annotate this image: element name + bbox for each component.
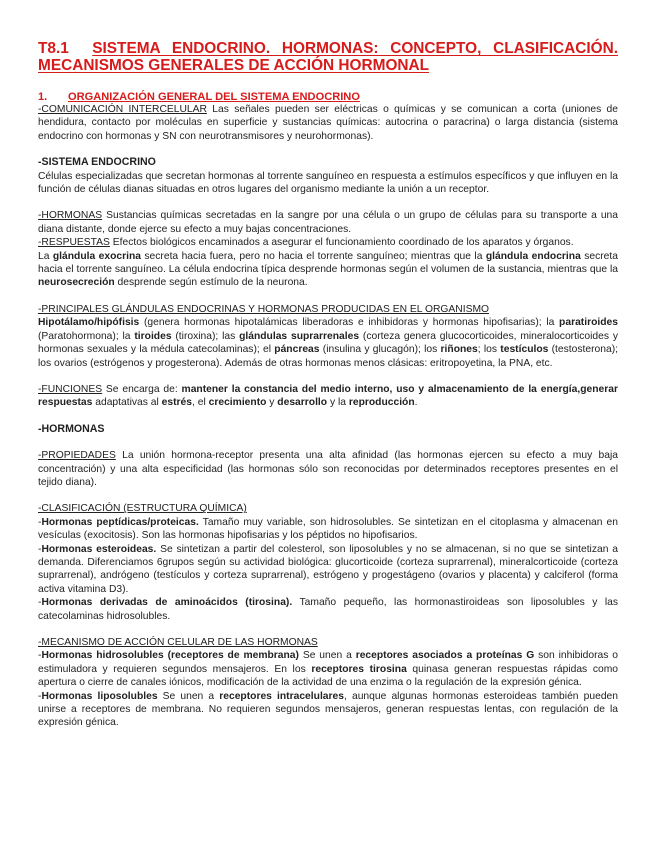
paragraph-glandulas [38, 303, 618, 370]
dash: - [38, 597, 42, 609]
paragraph-hidrosolubles [38, 649, 618, 689]
paragraph-aminoacidos [38, 596, 618, 623]
paragraph-respuestas [38, 236, 618, 249]
text: (Paratohormona); la [38, 330, 135, 342]
text: La [38, 250, 53, 262]
paragraph-liposolubles [38, 690, 618, 730]
text: Tamaño pequeño, las hormonastiroideas son liposolubles y las catecolaminas hidrosolubles. [38, 597, 618, 622]
paragraph-comunicacion [38, 103, 618, 143]
label-glandulas: -PRINCIPALES GLÁNDULAS ENDOCRINAS Y HORMONAS PRODUCIDAS EN EL ORGANISMO [38, 303, 490, 315]
text: y la [327, 397, 349, 409]
bold-term: Hormonas derivadas de aminoácidos (tirosina). [41, 597, 293, 609]
text: (testosterona); los ovarios (estrógenos y progesterona). Además de otras hormonas menos clásicas: eritropoyetina, la PNA, etc. [38, 344, 619, 369]
text-respuestas: Efectos biológicos encaminados a asegurar el funcionamiento coordinado de los aparatos y órganos. [109, 237, 574, 249]
text: (corteza genera glucocorticoides, mineralocorticoides y hormonas sexuales y la médula catecolaminas); el [38, 330, 618, 356]
heading-sistema-endocrino: -SISTEMA ENDOCRINO [38, 156, 156, 169]
bold-term: tiroides [134, 330, 172, 342]
bold-term: receptores asociados a proteínas G [355, 650, 535, 662]
label-respuestas: -RESPUESTAS [38, 237, 110, 249]
heading-hormonas: -HORMONAS [38, 422, 105, 435]
paragraph-esteroideas [38, 543, 618, 597]
label-propiedades: -PROPIEDADES [38, 450, 116, 462]
bold-term: neurosecreción [38, 277, 115, 289]
bold-term: páncreas [274, 344, 320, 356]
text-hormonas: Sustancias químicas secretadas en la sangre por una célula o un grupo de células para su transporte a una diana distante, donde ejerce su efecto a muy bajas concentraciones. [38, 210, 618, 235]
dash: - [38, 650, 42, 662]
label-mecanismo [38, 636, 618, 649]
bold-term: receptores tirosina [311, 663, 407, 675]
text: , aunque algunas hormonas esteroideas también pueden unirse a receptores de membrana. No requieren segundos mensajeros, generan respuestas lentas, con regulación de la expresión génica. [38, 690, 619, 729]
text: son inhibidoras o estimuladora y requieren segundos mensajeros. En los [38, 650, 619, 675]
bold-term: mantener la constancia del medio interno, uso y almacenamiento de la energía,generar respuestas [38, 383, 619, 409]
label-text: -MECANISMO DE ACCIÓN CELULAR DE LAS HORMONAS [38, 637, 318, 648]
section-heading [38, 91, 618, 103]
text: . [414, 397, 418, 409]
dash: - [38, 516, 42, 528]
document-page [38, 40, 618, 730]
bold-term: Hormonas liposolubles [41, 690, 158, 702]
bold-term: Hormonas esteroideas. [41, 543, 157, 555]
text: secreta hacia fuera, pero no hacia el torrente sanguíneo; mientras que la [140, 250, 486, 262]
text: y [266, 397, 278, 409]
document-title [38, 40, 618, 74]
text: quinasa generan respuestas rápidas como apertura o cierre de canales iónicos, modificación de la actividad de una enzima o la regulación de la expresión génica. [38, 663, 618, 689]
bold-term: desarrollo [277, 397, 328, 409]
text: ; los [477, 344, 501, 356]
text-propiedades: La unión hormona-receptor presenta una alta afinidad (las hormonas ejercen su efecto a muy baja concentración) y una alta especificidad (las hormonas sólo son reconocidas por determinados receptores presentes en el tejido diana). [38, 450, 618, 488]
topic-code: T8.1 [38, 40, 69, 57]
label-comunicacion: -COMUNICACIÓN INTERCELULAR [38, 104, 207, 115]
text: Se sintetizan a partir del colesterol, son liposolubles y no se almacenan, si no que se sintetizan a demanda. Diferenciamos 6grupos según su actividad biológica: glucorticoide (corteza suprarrenal), mineralcorticoide (corteza suprarrenal), andrógeno (testículos y corteza suprarrenal), estrógeno y progestágeno (ovarios y placenta) y calciferol (forma activa vitamina D3). [38, 543, 618, 595]
text: (genera hormonas hipotalámicas liberadoras e inhibidoras y hormonas hipofisarias); la [139, 317, 560, 329]
bold-term: Hormonas peptídicas/proteicas. [41, 516, 199, 528]
bold-term: glándula endocrina [485, 250, 581, 262]
text: Se unen a [157, 690, 220, 702]
paragraph-funciones [38, 383, 618, 410]
section-number: 1. [38, 91, 48, 103]
bold-term: Hormonas hidrosolubles (receptores de membrana) [41, 650, 299, 662]
paragraph-sistema-endocrino: Células especializadas que secretan hormonas al torrente sanguíneo en respuesta a estímulos específicos y que influyen en la función de células dianas situadas en otros lugares del organismo mediante la unión a un receptor. [38, 170, 618, 196]
text: secreta hacia el torrente sanguíneo. La célula endocrina típica desprende hormonas según el volumen de la sustancia, mientras que la [38, 250, 618, 276]
text: Se unen a [298, 650, 356, 662]
paragraph-hormonas-def [38, 209, 618, 236]
bold-term: receptores intracelulares [219, 690, 344, 702]
bold-term: reproducción [348, 397, 415, 409]
dash: - [38, 690, 42, 702]
bold-term: glándula exocrina [52, 250, 141, 262]
text: Tamaño muy variable, son hidrosolubles. Se sintetizan en el citoplasma y almacenan en vesículas (exocitosis). Son las hormonas hipofisarias y los péptidos no hipofisarios. [38, 516, 618, 542]
bold-term: Hipotálamo/hipófisis [38, 317, 140, 329]
dash: - [38, 543, 42, 555]
section-title: ORGANIZACIÓN GENERAL DEL SISTEMA ENDOCRINO [68, 91, 360, 103]
bold-term: testículos [500, 344, 549, 356]
text-comunicacion: Las señales pueden ser eléctricas o químicas y se comunican a corta (uniones de hendidura, contacto por moléculas en superficie y sustancias químicas: autocrina o paracrina) o larga distancia (sistema endocrino con hormonas y SN con neurotransmisores y neurohormonas). [38, 104, 619, 142]
bold-term: glándulas suprarrenales [239, 330, 360, 342]
bold-term: crecimiento [208, 397, 267, 409]
text: adaptativas al [92, 397, 162, 409]
topic-title: SISTEMA ENDOCRINO. HORMONAS: CONCEPTO, CLASIFICACIÓN. MECANISMOS GENERALES DE ACCIÓN HORMONAL [38, 40, 618, 74]
text: Se encarga de: [102, 383, 182, 395]
text: (insulina y glucagón); los [319, 344, 441, 356]
label-funciones: -FUNCIONES [38, 383, 103, 395]
bold-term: riñones [440, 344, 478, 356]
text: (tiroxina); las [171, 330, 240, 342]
bold-term: estrés [161, 397, 192, 409]
paragraph-peptidicas [38, 516, 618, 543]
label-clasificacion [38, 502, 618, 515]
paragraph-propiedades [38, 449, 618, 489]
text: , el [192, 397, 209, 409]
label-text: -CLASIFICACIÓN (ESTRUCTURA QUÍMICA) [38, 503, 247, 515]
paragraph-glandula [38, 250, 618, 290]
bold-term: paratiroides [559, 317, 618, 329]
text: desprende según estímulo de la neurona. [114, 277, 308, 289]
label-hormonas: -HORMONAS [38, 210, 103, 222]
